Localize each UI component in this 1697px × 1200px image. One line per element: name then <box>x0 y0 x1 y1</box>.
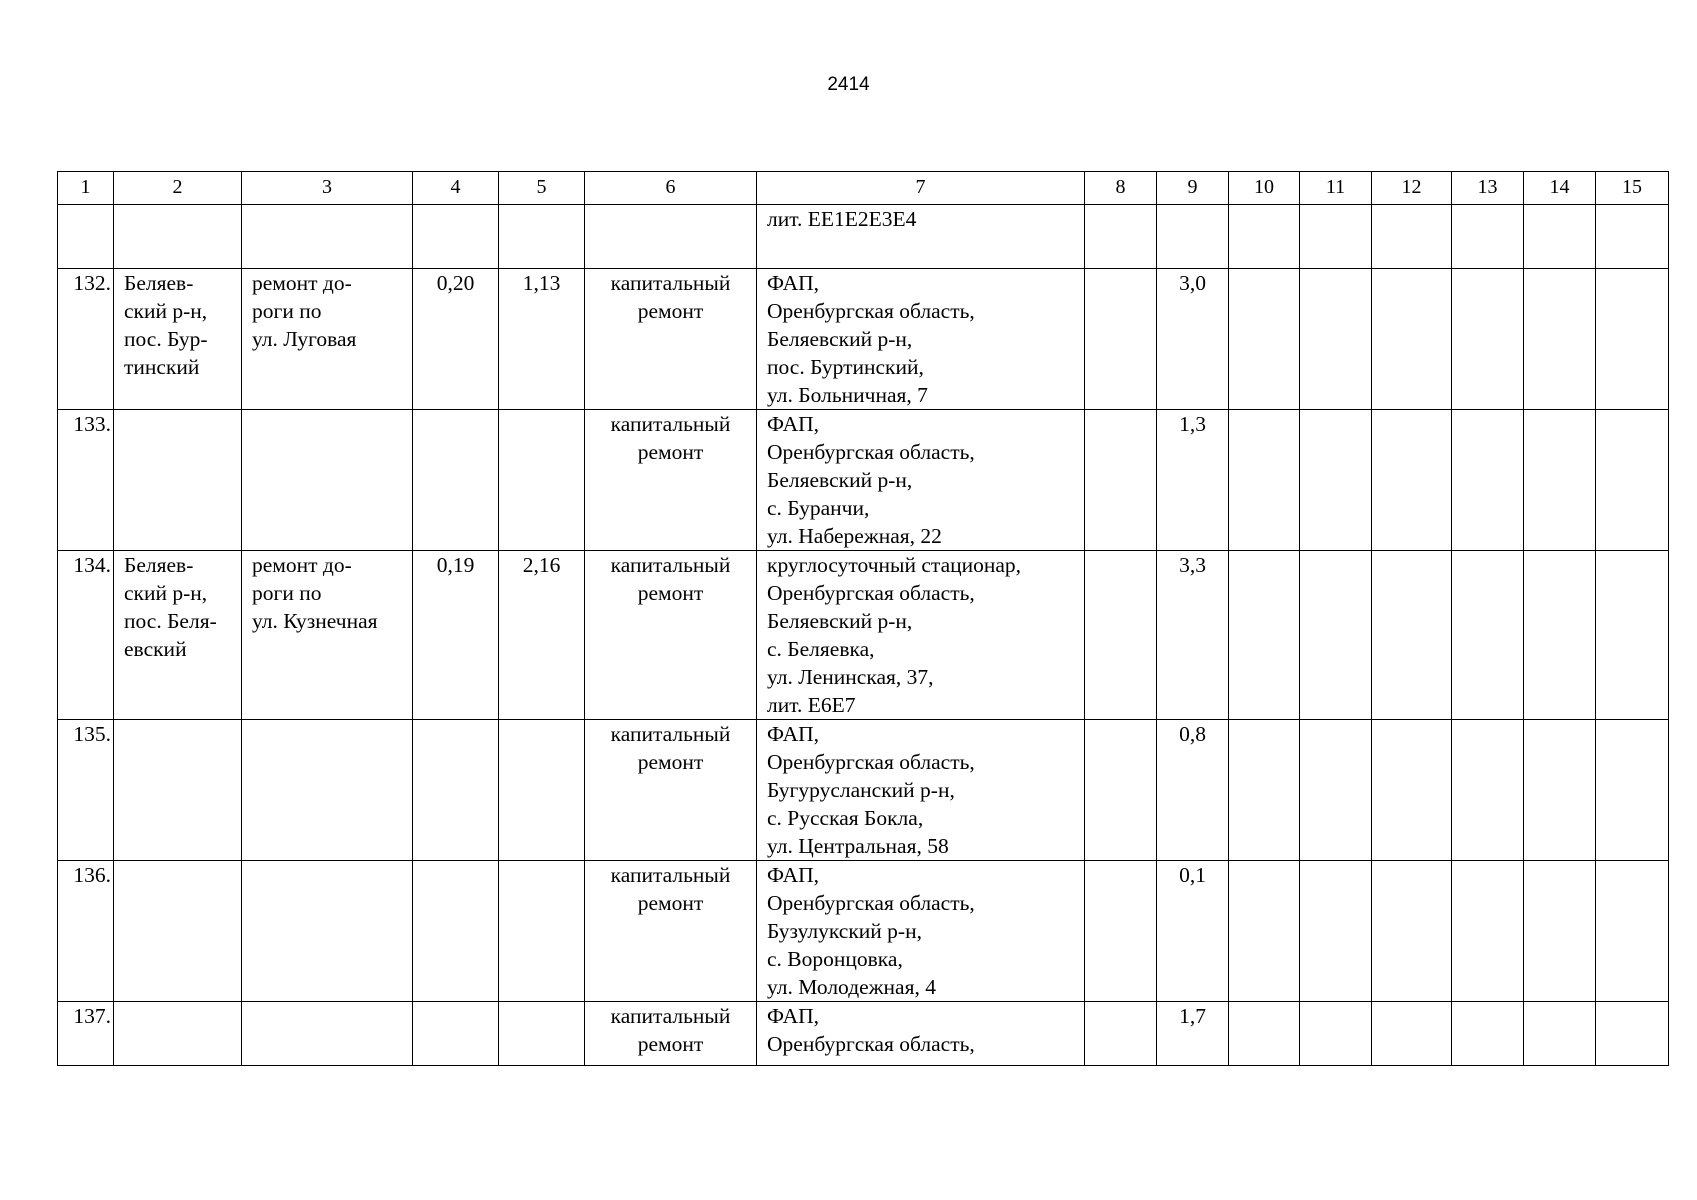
table-cell <box>1372 861 1452 1002</box>
column-header: 5 <box>499 172 585 205</box>
column-header: 7 <box>757 172 1085 205</box>
table-cell-col9: 0,1 <box>1157 861 1229 1002</box>
table-cell <box>1524 861 1596 1002</box>
column-header: 14 <box>1524 172 1596 205</box>
table-cell-facility: лит. ЕЕ1Е2Е3Е4 <box>757 205 1085 269</box>
table-cell-col4 <box>413 720 499 861</box>
column-header: 4 <box>413 172 499 205</box>
table-cell <box>1452 720 1524 861</box>
table-cell-facility: круглосуточный стационар, Оренбургская область, Беляевский р-н, с. Беляевка, ул. Ленинская, 37, лит. Е6Е7 <box>757 551 1085 720</box>
table-cell-col4 <box>413 410 499 551</box>
table-cell-work <box>242 720 413 861</box>
table-cell <box>1229 410 1300 551</box>
table-cell <box>1596 551 1669 720</box>
column-header: 11 <box>1300 172 1372 205</box>
table-cell-repair-type: капитальный ремонт <box>585 720 757 861</box>
table-cell-col9: 1,3 <box>1157 410 1229 551</box>
table-cell-col4 <box>413 1002 499 1066</box>
table-cell <box>1524 551 1596 720</box>
table-cell-number: 135. <box>58 720 114 861</box>
table-cell-number: 137. <box>58 1002 114 1066</box>
column-header: 12 <box>1372 172 1452 205</box>
table-cell-repair-type: капитальный ремонт <box>585 551 757 720</box>
table-cell-facility: ФАП, Оренбургская область, Беляевский р-н, с. Буранчи, ул. Набережная, 22 <box>757 410 1085 551</box>
table-cell <box>1524 1002 1596 1066</box>
table-cell-col4 <box>413 205 499 269</box>
table-cell-work <box>242 205 413 269</box>
table-cell <box>1085 1002 1157 1066</box>
table-cell-col5: 1,13 <box>499 269 585 410</box>
table-cell <box>1229 720 1300 861</box>
table-row <box>58 861 1669 1002</box>
table-cell-col9: 3,3 <box>1157 551 1229 720</box>
table-cell-number: 133. <box>58 410 114 551</box>
table-cell-col5 <box>499 1002 585 1066</box>
table-cell-work <box>242 861 413 1002</box>
table-cell <box>1085 205 1157 269</box>
table-cell-col5 <box>499 720 585 861</box>
table-cell-repair-type: капитальный ремонт <box>585 269 757 410</box>
table-cell <box>1300 551 1372 720</box>
table-cell-work: ремонт до- роги по ул. Луговая <box>242 269 413 410</box>
column-header: 2 <box>114 172 242 205</box>
column-header: 1 <box>58 172 114 205</box>
table-cell-col4: 0,19 <box>413 551 499 720</box>
table-cell <box>1452 269 1524 410</box>
table-row <box>58 410 1669 551</box>
table-cell-repair-type: капитальный ремонт <box>585 861 757 1002</box>
table-cell-district <box>114 720 242 861</box>
table-cell <box>1596 205 1669 269</box>
column-header: 6 <box>585 172 757 205</box>
table-cell <box>1372 410 1452 551</box>
table-cell <box>1372 269 1452 410</box>
table-cell <box>1300 861 1372 1002</box>
table-cell <box>1229 551 1300 720</box>
table-cell <box>1524 205 1596 269</box>
table-cell-col5 <box>499 205 585 269</box>
table-header-row <box>58 172 1669 205</box>
table-row <box>58 1002 1669 1066</box>
column-header: 13 <box>1452 172 1524 205</box>
table-cell-district <box>114 205 242 269</box>
table-cell <box>1229 205 1300 269</box>
table-cell <box>1524 720 1596 861</box>
table-cell <box>1596 720 1669 861</box>
column-header: 3 <box>242 172 413 205</box>
table-cell-number: 136. <box>58 861 114 1002</box>
table-cell <box>1452 1002 1524 1066</box>
table-cell <box>1596 410 1669 551</box>
table-cell-district <box>114 861 242 1002</box>
table-cell-col9: 0,8 <box>1157 720 1229 861</box>
column-header: 10 <box>1229 172 1300 205</box>
table-cell-col9 <box>1157 205 1229 269</box>
table-cell-col5 <box>499 861 585 1002</box>
table-cell <box>1229 1002 1300 1066</box>
table-cell <box>1372 205 1452 269</box>
table-cell-number <box>58 205 114 269</box>
table-cell-facility: ФАП, Оренбургская область, <box>757 1002 1085 1066</box>
table-cell <box>1372 551 1452 720</box>
table-cell-district <box>114 410 242 551</box>
column-header: 8 <box>1085 172 1157 205</box>
table-cell-work <box>242 410 413 551</box>
table-cell-col5: 2,16 <box>499 551 585 720</box>
table-cell-district: Беляев- ский р-н, пос. Бур- тинский <box>114 269 242 410</box>
table-cell <box>1085 410 1157 551</box>
table-row <box>58 205 1669 269</box>
table-cell <box>1085 551 1157 720</box>
table-cell <box>1372 1002 1452 1066</box>
table-cell-work: ремонт до- роги по ул. Кузнечная <box>242 551 413 720</box>
column-header: 15 <box>1596 172 1669 205</box>
table-row <box>58 269 1669 410</box>
table-cell <box>1524 410 1596 551</box>
table-cell <box>1596 861 1669 1002</box>
table-cell <box>1300 410 1372 551</box>
table-cell <box>1300 269 1372 410</box>
table-cell-number: 134. <box>58 551 114 720</box>
page-number: 2414 <box>827 74 870 95</box>
table-cell <box>1229 269 1300 410</box>
table-cell <box>1524 269 1596 410</box>
table-cell <box>1085 720 1157 861</box>
table-cell <box>1596 1002 1669 1066</box>
table-cell-col4: 0,20 <box>413 269 499 410</box>
column-header: 9 <box>1157 172 1229 205</box>
table-cell <box>1452 205 1524 269</box>
table-cell <box>1300 1002 1372 1066</box>
table-row <box>58 720 1669 861</box>
table-cell-col4 <box>413 861 499 1002</box>
table-cell-district <box>114 1002 242 1066</box>
table-cell-facility: ФАП, Оренбургская область, Беляевский р-н, пос. Буртинский, ул. Больничная, 7 <box>757 269 1085 410</box>
table-cell-repair-type: капитальный ремонт <box>585 1002 757 1066</box>
table-cell-facility: ФАП, Оренбургская область, Бузулукский р-н, с. Воронцовка, ул. Молодежная, 4 <box>757 861 1085 1002</box>
table-cell-facility: ФАП, Оренбургская область, Бугурусланский р-н, с. Русская Бокла, ул. Центральная, 58 <box>757 720 1085 861</box>
table-cell <box>1300 720 1372 861</box>
table-cell <box>1596 269 1669 410</box>
table-cell-col9: 1,7 <box>1157 1002 1229 1066</box>
table-cell <box>1085 861 1157 1002</box>
table-cell-number: 132. <box>58 269 114 410</box>
data-table <box>57 171 1669 1066</box>
table-cell-work <box>242 1002 413 1066</box>
table-cell-col5 <box>499 410 585 551</box>
table-cell-district: Беляев- ский р-н, пос. Беля- евский <box>114 551 242 720</box>
table-cell-repair-type <box>585 205 757 269</box>
table-cell <box>1452 410 1524 551</box>
table-cell <box>1452 551 1524 720</box>
table-cell-repair-type: капитальный ремонт <box>585 410 757 551</box>
table-cell <box>1452 861 1524 1002</box>
table-cell <box>1372 720 1452 861</box>
table-cell <box>1300 205 1372 269</box>
table-cell <box>1085 269 1157 410</box>
table-cell-col9: 3,0 <box>1157 269 1229 410</box>
table-row <box>58 551 1669 720</box>
table-cell <box>1229 861 1300 1002</box>
